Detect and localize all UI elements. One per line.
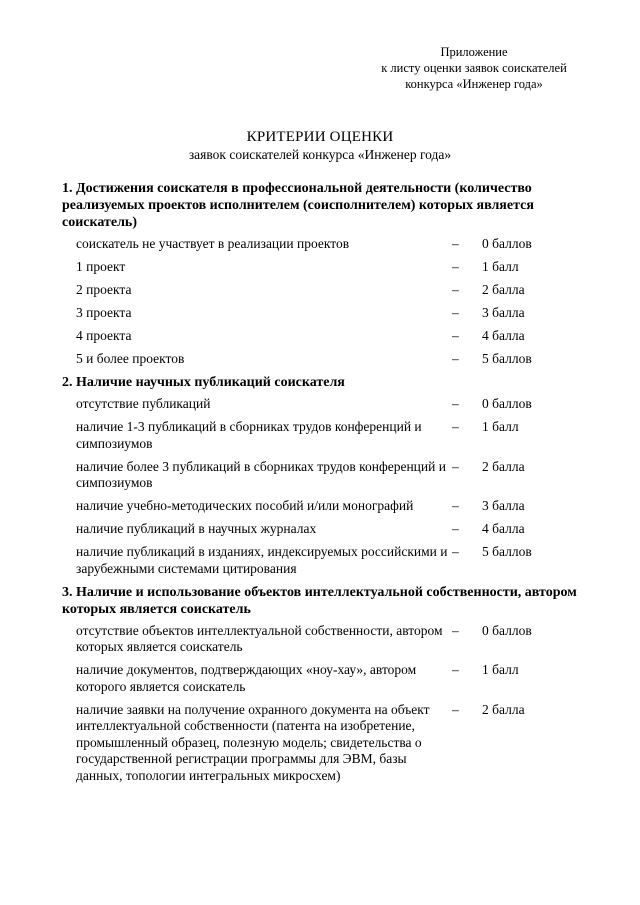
criteria-item (62, 662, 582, 695)
dash-separator: – (452, 544, 459, 559)
criteria-item (62, 702, 582, 785)
dash-separator: – (452, 701, 459, 717)
dash-separator: – (452, 458, 459, 474)
criteria-section (62, 374, 582, 577)
criteria-items (62, 623, 582, 785)
criteria-item (62, 419, 582, 452)
criteria-text: 4 проекта (76, 328, 132, 343)
criteria-score: 2 балла (482, 282, 525, 297)
criteria-text: наличие заявки на получение охранного документа на объект интеллектуальной собственности (патента на изобретение, промышленный образец, полезную модель; свидетельства о государственной регистрации программы для ЭВМ, базы данных, топологии интегральных микросхем) (76, 701, 430, 783)
criteria-score: 0 баллов (482, 236, 532, 251)
criteria-score: 0 баллов (482, 396, 532, 411)
criteria-item (62, 396, 582, 413)
criteria-score: 5 баллов (482, 544, 532, 559)
criteria-text: наличие документов, подтверждающих «ноу-хау», автором которого является соискатель (76, 662, 417, 694)
annex-line-1: Приложение (440, 45, 508, 59)
criteria-text: наличие учебно-методических пособий и/или монографий (76, 498, 414, 513)
document-subtitle: заявок соискателей конкурса «Инженер года» (188, 147, 452, 162)
criteria-item (62, 351, 582, 368)
title-block (0, 128, 640, 164)
criteria-items (62, 396, 582, 577)
section-title: 2. Наличие научных публикаций соискателя (62, 375, 345, 390)
dash-separator: – (452, 259, 459, 274)
dash-separator: – (452, 282, 459, 297)
criteria-text: отсутствие объектов интеллектуальной собственности, автором которых является соискатель (76, 622, 443, 654)
criteria-score: 4 балла (482, 328, 525, 343)
criteria-text: наличие публикаций в научных журналах (76, 521, 317, 536)
section-title: 1. Достижения соискателя в профессиональной деятельности (количество реализуемых проектов исполнителем (соисполнителем) которых является соискатель) (62, 181, 534, 230)
criteria-section (62, 584, 582, 785)
criteria-text: отсутствие публикаций (76, 396, 211, 411)
criteria-text: соискатель не участвует в реализации проектов (76, 236, 350, 251)
criteria-score: 0 баллов (482, 622, 532, 638)
criteria-item (62, 623, 582, 656)
criteria-items (62, 236, 582, 368)
criteria-score: 3 балла (482, 305, 525, 320)
document-title: КРИТЕРИИ ОЦЕНКИ (246, 129, 394, 145)
criteria-score: 4 балла (482, 521, 525, 536)
criteria-score: 5 баллов (482, 351, 532, 366)
annex-line-2: к листу оценки заявок соискателей (381, 61, 567, 75)
criteria-item (62, 236, 582, 253)
criteria-item (62, 305, 582, 322)
criteria-item (62, 544, 582, 577)
criteria-section (62, 180, 582, 368)
criteria-score: 3 балла (482, 498, 525, 513)
criteria-text: 2 проекта (76, 282, 132, 297)
annex-line-3: конкурса «Инженер года» (405, 77, 543, 91)
criteria-item (62, 259, 582, 276)
criteria-item (62, 459, 582, 492)
criteria-item (62, 328, 582, 345)
criteria-item (62, 282, 582, 299)
criteria-score: 1 балл (482, 259, 519, 274)
dash-separator: – (452, 305, 459, 320)
criteria-text: наличие более 3 публикаций в сборниках трудов конференций и симпозиумов (76, 458, 446, 490)
criteria-item (62, 521, 582, 538)
annex-header (354, 44, 594, 92)
section-title: 3. Наличие и использование объектов интеллектуальной собственности, автором которых является соискатель (62, 584, 577, 617)
dash-separator: – (452, 396, 459, 411)
dash-separator: – (452, 236, 459, 251)
criteria-list (62, 180, 582, 791)
dash-separator: – (452, 419, 459, 434)
dash-separator: – (452, 622, 459, 638)
dash-separator: – (452, 662, 459, 677)
criteria-score: 1 балл (482, 662, 519, 677)
dash-separator: – (452, 521, 459, 536)
criteria-item (62, 498, 582, 515)
criteria-text: наличие публикаций в изданиях, индексируемых российскими и зарубежными системами цитирования (76, 544, 448, 576)
criteria-text: 5 и более проектов (76, 351, 185, 366)
criteria-text: 3 проекта (76, 305, 132, 320)
criteria-score: 1 балл (482, 419, 519, 434)
criteria-text: 1 проект (76, 259, 126, 274)
dash-separator: – (452, 328, 459, 343)
criteria-text: наличие 1-3 публикаций в сборниках трудов конференций и симпозиумов (76, 419, 422, 451)
dash-separator: – (452, 351, 459, 366)
criteria-score: 2 балла (482, 458, 525, 474)
dash-separator: – (452, 498, 459, 513)
criteria-score: 2 балла (482, 701, 525, 717)
